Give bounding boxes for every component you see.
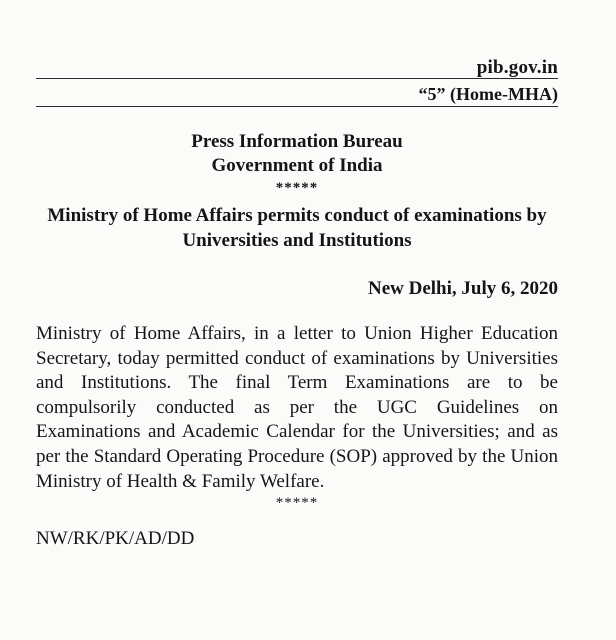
masthead-separator: ***** <box>275 180 319 196</box>
bureau-name: Press Information Bureau <box>191 131 403 152</box>
author-codes: NW/RK/PK/AD/DD <box>36 528 195 549</box>
release-body: Ministry of Home Affairs, in a letter to Union Higher Education Secretary, today permitted conduct of examinations by Universities and Institutions. The final Term Examinations are to be compulsorily conducted as per the UGC Guidelines on Examinations and Academic Calendar for the Universities; and as per the Standard Operating Procedure (SOP) approved by the Union Ministry of Health & Family Welfare. <box>36 323 558 492</box>
release-headline: Ministry of Home Affairs permits conduct of examinations by Universities and Institutions <box>47 205 547 251</box>
release-reference: “5” (Home-MHA) <box>418 84 558 104</box>
closing-separator: ***** <box>275 495 319 511</box>
government-name: Government of India <box>211 155 383 176</box>
dateline: New Delhi, July 6, 2020 <box>368 278 558 299</box>
header-rule-bottom <box>36 106 558 107</box>
site-url: pib.gov.in <box>476 57 558 78</box>
header-rule-top <box>36 78 558 79</box>
